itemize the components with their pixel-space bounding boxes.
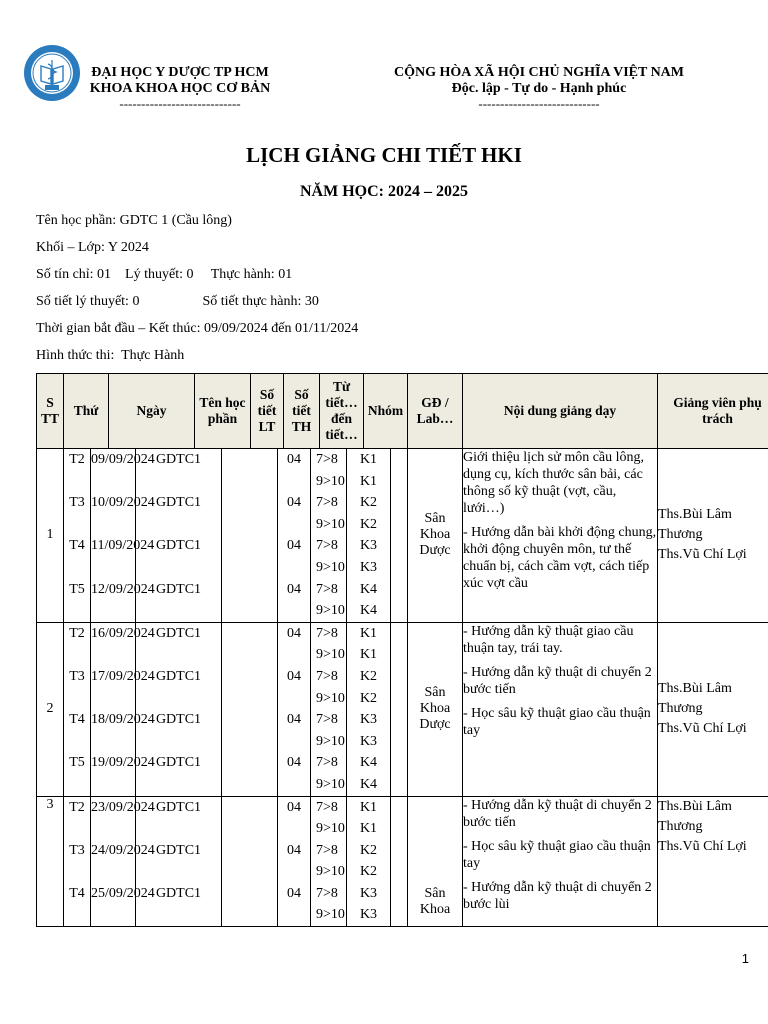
header-left-separator: ---------------------------- — [119, 96, 241, 111]
cell-group: K2 — [347, 666, 391, 688]
cell-lt-periods — [222, 449, 278, 471]
week-number: 1 — [37, 449, 64, 623]
cell-group: K1 — [347, 644, 391, 666]
cell-course — [136, 557, 222, 579]
grid-spacer — [391, 861, 435, 883]
cell-course — [136, 904, 222, 926]
grid-spacer — [391, 471, 435, 493]
cell-period-range: 7>8 — [311, 666, 347, 688]
cell-day — [64, 600, 91, 622]
cell-course — [136, 644, 222, 666]
content-cell — [463, 796, 658, 927]
cell-course: GDTC1 — [136, 883, 222, 905]
cell-day: T3 — [64, 840, 91, 862]
cell-lt-periods — [222, 666, 278, 688]
header-right-separator: ---------------------------- — [478, 96, 600, 111]
cell-th-periods — [278, 904, 311, 926]
cell-group: K2 — [347, 688, 391, 710]
cell-th-periods — [278, 861, 311, 883]
cell-day: T4 — [64, 709, 91, 731]
cell-lt-periods — [222, 752, 278, 774]
cell-th-periods: 04 — [278, 492, 311, 514]
cell-course: GDTC1 — [136, 797, 222, 819]
cell-lt-periods — [222, 883, 278, 905]
grid-spacer — [391, 818, 435, 840]
info-time: Thời gian bắt đầu – Kết thúc: 09/09/2024 đến 01/11/2024 — [36, 321, 359, 336]
lecturer-cell — [658, 622, 768, 796]
cell-th-periods — [278, 688, 311, 710]
col-header-location: GĐ / Lab… — [408, 374, 463, 449]
cell-date — [91, 600, 136, 622]
cell-group: K3 — [347, 904, 391, 926]
cell-period-range: 9>10 — [311, 818, 347, 840]
cell-period-range: 7>8 — [311, 579, 347, 601]
cell-date — [91, 904, 136, 926]
cell-group: K1 — [347, 797, 391, 819]
cell-lt-periods — [222, 535, 278, 557]
cell-period-range: 9>10 — [311, 774, 347, 796]
cell-th-periods — [278, 600, 311, 622]
cell-th-periods — [278, 471, 311, 493]
cell-group: K2 — [347, 840, 391, 862]
cell-course — [136, 774, 222, 796]
cell-day: T2 — [64, 623, 91, 645]
cell-day: T3 — [64, 492, 91, 514]
cell-th-periods — [278, 644, 311, 666]
cell-day — [64, 818, 91, 840]
col-header-content: Nội dung giảng dạy — [463, 374, 658, 449]
col-header-group: Nhóm — [364, 374, 408, 449]
cell-lt-periods — [222, 557, 278, 579]
cell-course — [136, 818, 222, 840]
col-header-lt: Số tiết LT — [251, 374, 284, 449]
cell-period-range: 7>8 — [311, 709, 347, 731]
cell-th-periods: 04 — [278, 449, 311, 471]
location-line: Sân — [424, 886, 446, 902]
info-periods: Số tiết lý thuyết: 0 Số tiết thực hành: 30 — [36, 294, 319, 309]
lecturer-name: Ths.Vũ Chí Lợi — [658, 721, 747, 737]
cell-day: T4 — [64, 883, 91, 905]
col-header-course: Tên học phần — [195, 374, 251, 449]
content-cell — [463, 622, 658, 796]
cell-date: 23/09/2024 — [91, 797, 136, 819]
week-row — [37, 622, 768, 796]
cell-lt-periods — [222, 644, 278, 666]
cell-date — [91, 774, 136, 796]
cell-th-periods — [278, 731, 311, 753]
grid-spacer — [391, 774, 435, 796]
cell-period-range: 9>10 — [311, 471, 347, 493]
cell-date: 11/09/2024 — [91, 535, 136, 557]
lecturer-cell — [658, 796, 768, 927]
cell-date: 16/09/2024 — [91, 623, 136, 645]
cell-th-periods: 04 — [278, 883, 311, 905]
document-title: LỊCH GIẢNG CHI TIẾT HKI — [246, 143, 522, 167]
cell-day — [64, 471, 91, 493]
cell-lt-periods — [222, 492, 278, 514]
institution-name: ĐẠI HỌC Y DƯỢC TP HCM — [91, 65, 269, 80]
cell-period-range: 9>10 — [311, 514, 347, 536]
col-header-date: Ngày — [109, 374, 195, 449]
lecturer-name: Ths.Bùi Lâm Thương — [658, 681, 732, 717]
week-row — [37, 449, 768, 623]
cell-date — [91, 731, 136, 753]
cell-course — [136, 688, 222, 710]
cell-th-periods: 04 — [278, 840, 311, 862]
info-exam: Hình thức thi: Thực Hành — [36, 348, 185, 363]
location-line: Khoa — [419, 902, 451, 918]
cell-period-range: 9>10 — [311, 644, 347, 666]
cell-group: K2 — [347, 514, 391, 536]
cell-day — [64, 644, 91, 666]
location-line: Sân — [424, 511, 446, 527]
cell-th-periods: 04 — [278, 752, 311, 774]
cell-date: 10/09/2024 — [91, 492, 136, 514]
cell-day — [64, 557, 91, 579]
location-line: Khoa — [419, 527, 451, 543]
cell-lt-periods — [222, 731, 278, 753]
col-header-th: Số tiết TH — [284, 374, 320, 449]
cell-date — [91, 688, 136, 710]
cell-group: K4 — [347, 600, 391, 622]
cell-period-range: 9>10 — [311, 731, 347, 753]
national-title: CỘNG HÒA XÃ HỘI CHỦ NGHĨA VIỆT NAM — [393, 65, 684, 80]
cell-period-range: 7>8 — [311, 535, 347, 557]
cell-date — [91, 471, 136, 493]
session-grid-cell — [64, 796, 408, 927]
cell-period-range: 7>8 — [311, 752, 347, 774]
grid-spacer — [391, 731, 435, 753]
week-row — [37, 796, 768, 927]
cell-th-periods: 04 — [278, 579, 311, 601]
col-header-lecturer: Giảng viên phụ trách — [658, 374, 768, 449]
cell-group: K3 — [347, 709, 391, 731]
grid-spacer — [391, 797, 435, 819]
cell-th-periods: 04 — [278, 623, 311, 645]
cell-period-range: 7>8 — [311, 623, 347, 645]
info-course: Tên học phần: GDTC 1 (Cầu lông) — [36, 213, 232, 228]
cell-group: K4 — [347, 752, 391, 774]
cell-period-range: 7>8 — [311, 797, 347, 819]
cell-lt-periods — [222, 904, 278, 926]
cell-period-range: 7>8 — [311, 449, 347, 471]
cell-day: T2 — [64, 449, 91, 471]
cell-lt-periods — [222, 600, 278, 622]
university-logo — [23, 44, 81, 102]
cell-group: K4 — [347, 774, 391, 796]
cell-date — [91, 861, 136, 883]
cell-group: K3 — [347, 535, 391, 557]
cell-date: 25/09/2024 — [91, 883, 136, 905]
cell-lt-periods — [222, 688, 278, 710]
cell-date — [91, 644, 136, 666]
cell-course: GDTC1 — [136, 449, 222, 471]
cell-period-range: 7>8 — [311, 840, 347, 862]
cell-th-periods: 04 — [278, 709, 311, 731]
cell-day: T5 — [64, 579, 91, 601]
grid-spacer — [391, 644, 435, 666]
lecturer-name: Ths.Bùi Lâm Thương — [658, 507, 732, 543]
cell-day: T4 — [64, 535, 91, 557]
cell-group: K3 — [347, 731, 391, 753]
academic-year: NĂM HỌC: 2024 – 2025 — [300, 183, 468, 200]
cell-th-periods — [278, 818, 311, 840]
info-class: Khối – Lớp: Y 2024 — [36, 240, 149, 255]
col-header-period: Từ tiết… đến tiết… — [320, 374, 364, 449]
cell-date: 24/09/2024 — [91, 840, 136, 862]
cell-group: K3 — [347, 557, 391, 579]
cell-lt-periods — [222, 623, 278, 645]
cell-group: K4 — [347, 579, 391, 601]
cell-period-range: 9>10 — [311, 861, 347, 883]
cell-group: K2 — [347, 861, 391, 883]
cell-lt-periods — [222, 579, 278, 601]
grid-spacer — [391, 449, 435, 471]
lecturer-name: Ths.Bùi Lâm Thương — [658, 798, 732, 834]
cell-course — [136, 514, 222, 536]
cell-th-periods — [278, 557, 311, 579]
session-grid — [64, 623, 407, 796]
grid-spacer — [391, 600, 435, 622]
cell-course: GDTC1 — [136, 535, 222, 557]
cell-day — [64, 904, 91, 926]
grid-spacer — [391, 752, 435, 774]
cell-group: K1 — [347, 471, 391, 493]
cell-course — [136, 731, 222, 753]
cell-th-periods: 04 — [278, 666, 311, 688]
cell-day: T5 — [64, 752, 91, 774]
grid-spacer — [391, 623, 435, 645]
cell-period-range: 9>10 — [311, 688, 347, 710]
cell-date: 18/09/2024 — [91, 709, 136, 731]
cell-group: K3 — [347, 883, 391, 905]
page-number: 1 — [741, 951, 749, 966]
location-line: Dược — [419, 717, 451, 733]
cell-course — [136, 861, 222, 883]
cell-lt-periods — [222, 840, 278, 862]
location-line: Sân — [424, 685, 446, 701]
cell-date: 19/09/2024 — [91, 752, 136, 774]
content-paragraph: - Hướng dẫn kỹ thuật di chuyển 2 bước lùi — [463, 879, 652, 912]
content-paragraph: Giới thiệu lịch sử môn cầu lông, dụng cụ, kích thước sân bải, các thông số kỹ thuật (vợt, cầu, lưới…) — [463, 450, 645, 516]
week-number: 3 — [37, 796, 64, 927]
cell-day: T3 — [64, 666, 91, 688]
location-line: Khoa — [419, 701, 451, 717]
session-grid-cell — [64, 449, 408, 623]
cell-course — [136, 600, 222, 622]
cell-period-range: 7>8 — [311, 883, 347, 905]
cell-group: K1 — [347, 449, 391, 471]
cell-course — [136, 471, 222, 493]
cell-period-range: 9>10 — [311, 904, 347, 926]
content-paragraph: - Học sâu kỹ thuật giao cầu thuận tay — [463, 705, 651, 738]
col-header-day: Thứ — [64, 374, 109, 449]
lecturer-name: Ths.Vũ Chí Lợi — [658, 838, 747, 854]
grid-spacer — [391, 557, 435, 579]
cell-date — [91, 514, 136, 536]
cell-th-periods: 04 — [278, 797, 311, 819]
cell-th-periods — [278, 514, 311, 536]
content-paragraph: - Hướng dẫn kỹ thuật di chuyển 2 bước tiến — [463, 797, 652, 830]
session-grid-cell — [64, 622, 408, 796]
cell-day — [64, 731, 91, 753]
cell-course: GDTC1 — [136, 840, 222, 862]
grid-spacer — [391, 840, 435, 862]
week-number: 2 — [37, 622, 64, 796]
cell-group: K1 — [347, 818, 391, 840]
cell-date — [91, 557, 136, 579]
cell-th-periods — [278, 774, 311, 796]
cell-course: GDTC1 — [136, 752, 222, 774]
content-paragraph: - Hướng dẫn bài khởi động chung, khởi động chuyên môn, tư thế chuẩn bị, cách cầm vợt, cách tiếp xúc vợt cầu — [463, 525, 657, 591]
cell-course: GDTC1 — [136, 709, 222, 731]
cell-lt-periods — [222, 471, 278, 493]
cell-lt-periods — [222, 774, 278, 796]
cell-day — [64, 774, 91, 796]
cell-course: GDTC1 — [136, 623, 222, 645]
cell-day — [64, 514, 91, 536]
cell-course: GDTC1 — [136, 666, 222, 688]
faculty-name: KHOA KHOA HỌC CƠ BẢN — [89, 81, 271, 96]
cell-th-periods: 04 — [278, 535, 311, 557]
cell-group: K2 — [347, 492, 391, 514]
cell-date — [91, 818, 136, 840]
cell-day — [64, 861, 91, 883]
location-line: Dược — [419, 543, 451, 559]
content-paragraph: - Hướng dẫn kỹ thuật di chuyển 2 bước tiến — [463, 664, 652, 697]
content-cell — [463, 449, 658, 623]
content-paragraph: - Học sâu kỹ thuật giao cầu thuận tay — [463, 838, 651, 871]
col-header-stt: S TT — [37, 374, 64, 449]
cell-course: GDTC1 — [136, 579, 222, 601]
national-header — [385, 65, 693, 111]
cell-date: 09/09/2024 — [91, 449, 136, 471]
grid-spacer — [391, 579, 435, 601]
cell-period-range: 9>10 — [311, 557, 347, 579]
national-motto: Độc. lập - Tự do - Hạnh phúc — [451, 81, 627, 96]
cell-day: T2 — [64, 797, 91, 819]
session-grid — [64, 797, 407, 927]
cell-lt-periods — [222, 514, 278, 536]
cell-day — [64, 688, 91, 710]
cell-lt-periods — [222, 818, 278, 840]
lecturer-name: Ths.Vũ Chí Lợi — [658, 547, 747, 563]
cell-period-range: 9>10 — [311, 600, 347, 622]
cell-date: 12/09/2024 — [91, 579, 136, 601]
info-credits: Số tín chỉ: 01 Lý thuyết: 0 Thực hành: 01 — [36, 267, 293, 282]
institution-header — [80, 65, 280, 111]
cell-period-range: 7>8 — [311, 492, 347, 514]
cell-lt-periods — [222, 797, 278, 819]
cell-course: GDTC1 — [136, 492, 222, 514]
cell-lt-periods — [222, 709, 278, 731]
content-paragraph: - Hướng dẫn kỹ thuật giao cầu thuận tay, trái tay. — [463, 623, 634, 656]
session-grid — [64, 449, 407, 622]
cell-group: K1 — [347, 623, 391, 645]
lecturer-cell — [658, 449, 768, 623]
schedule-table — [36, 373, 768, 927]
cell-date: 17/09/2024 — [91, 666, 136, 688]
cell-lt-periods — [222, 861, 278, 883]
